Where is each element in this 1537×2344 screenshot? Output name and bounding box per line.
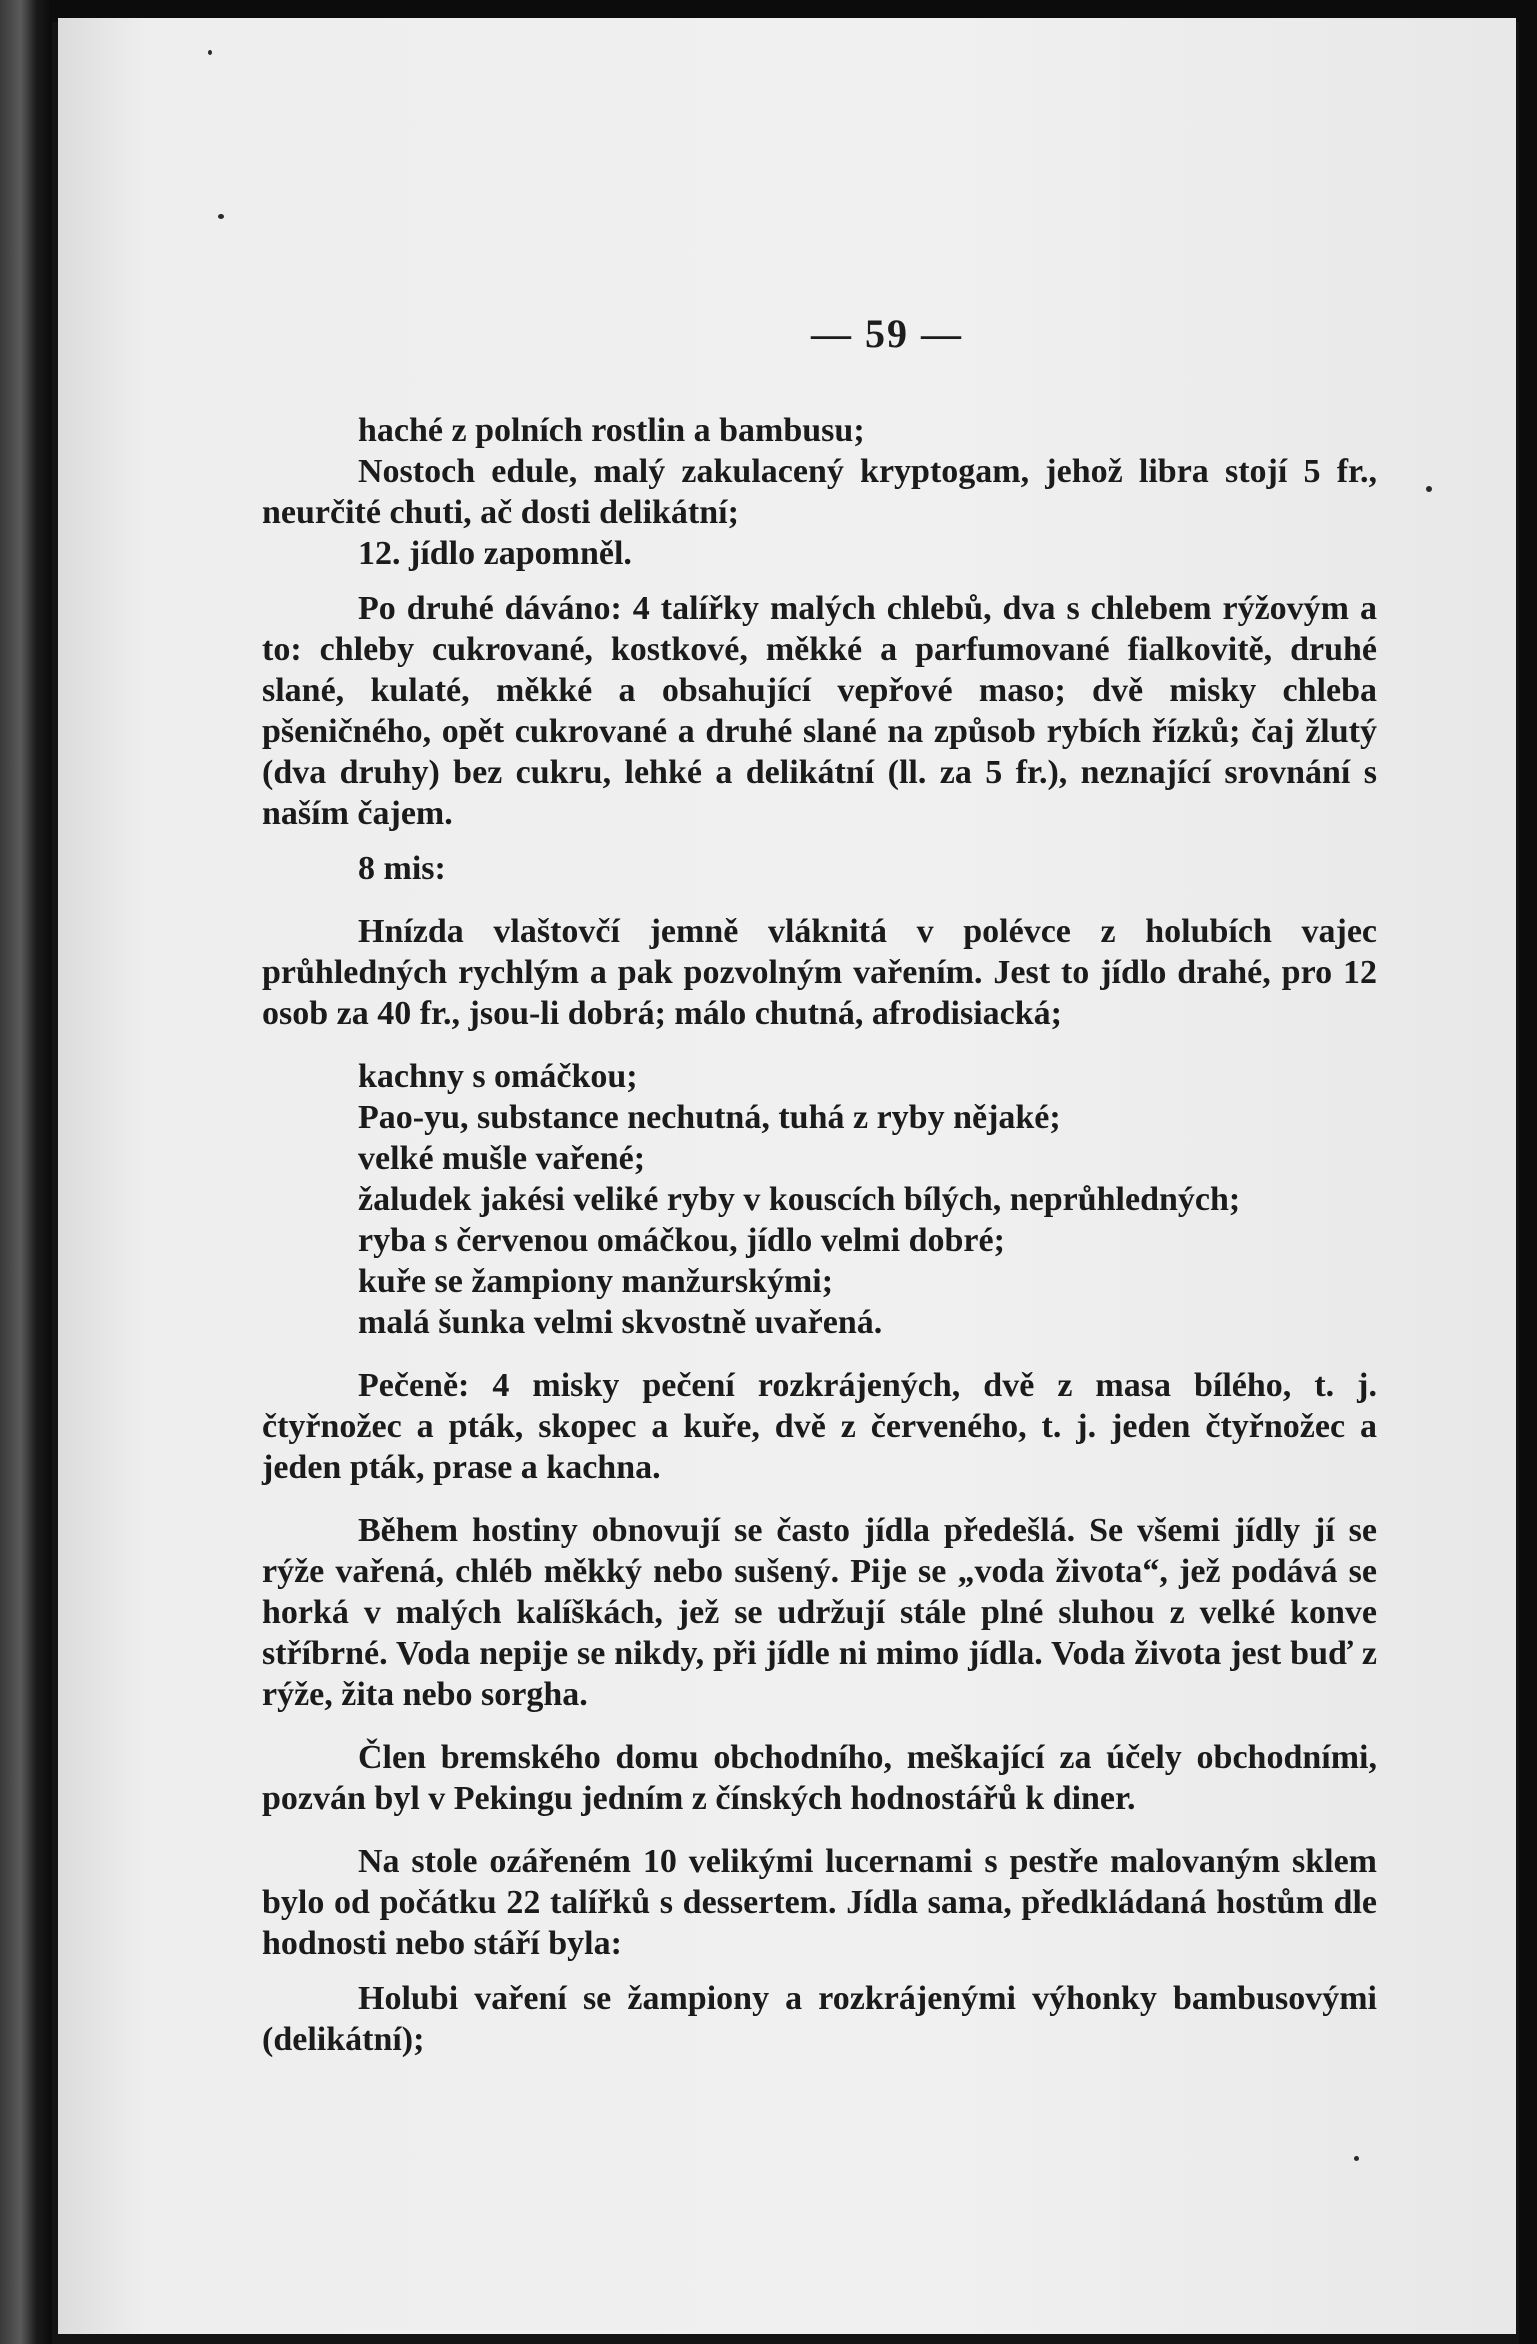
paragraph: Pečeně: 4 misky pečení rozkrájených, dvě z masa bílého, t. j. čtyřnožec a pták, skopec a kuře, dvě z červeného, t. j. jeden čtyřnožec a jeden pták, prase a kachna. (262, 1367, 1377, 1486)
paragraph: haché z polních rostlin a bambusu; (358, 412, 865, 449)
paragraph: malá šunka velmi skvostně uvařená. (358, 1304, 883, 1341)
paragraph: kuře se žampiony manžurskými; (358, 1263, 834, 1300)
paragraph: Hnízda vlaštovčí jemně vláknitá v polévce z holubích vajec průhledných rychlým a pak pozvolným vařením. Jest to jídlo drahé, pro 12 osob za 40 fr., jsou-li dobrá; málo chutná, afrodisiacká; (262, 913, 1377, 1032)
paragraph: kachny s omáčkou; (358, 1058, 638, 1095)
ink-speck (218, 214, 224, 219)
paper-sheet (58, 18, 1516, 2334)
body-text (262, 410, 1377, 2060)
paragraph: žaludek jakési veliké ryby v kouscích bílých, neprůhledných; (358, 1181, 1241, 1218)
paragraph: 8 mis: (358, 850, 446, 887)
paragraph: Člen bremského domu obchodního, meškající za účely obchodními, pozván byl v Pekingu jedním z čínských hodnostářů k diner. (262, 1739, 1377, 1817)
paragraph: Po druhé dáváno: 4 talířky malých chlebů, dva s chlebem rýžovým a to: chleby cukrované, kostkové, měkké a parfumované fialkovitě, druhé slané, kulaté, měkké a obsahující vepřové maso; dvě misky chleba pšeničného, opět cukrované a druhé slané na způsob rybích řízků; čaj žlutý (dva druhy) bez cukru, lehké a delikátní (ll. za 5 fr.), neznající srovnání s naším čajem. (262, 590, 1377, 832)
ink-speck (208, 50, 212, 55)
paragraph: velké mušle vařené; (358, 1140, 646, 1177)
paragraph: Pao-yu, substance nechutná, tuhá z ryby nějaké; (358, 1099, 1061, 1136)
ink-speck (1426, 486, 1432, 492)
page-number: — 59 — (811, 311, 963, 356)
paragraph: Během hostiny obnovují se často jídla předešlá. Se všemi jídly jí se rýže vařená, chléb měkký nebo sušený. Pije se „voda života“, jež podává se horká v malých kalíškách, jež se udržují stále plné sluhou z velké konve stříbrné. Voda nepije se nikdy, při jídle ni mimo jídla. Voda života jest buď z rýže, žita nebo sorgha. (262, 1512, 1377, 1713)
paragraph: Nostoch edule, malý zakulacený kryptogam, jehož libra stojí 5 fr., neurčité chuti, ač dosti delikátní; (262, 453, 1377, 531)
paragraph: Na stole ozářeném 10 velikými lucernami s pestře malovaným sklem bylo od počátku 22 talířků s dessertem. Jídla sama, předkládaná hostům dle hodnosti nebo stáří byla: (262, 1843, 1377, 1962)
paragraph: ryba s červenou omáčkou, jídlo velmi dobré; (358, 1222, 1005, 1259)
paragraph: 12. jídlo zapomněl. (358, 535, 632, 572)
scan-border-right (1519, 0, 1537, 2344)
paragraph: Holubi vaření se žampiony a rozkrájenými výhonky bambusovými (delikátní); (262, 1980, 1377, 2058)
ink-speck (1354, 2156, 1359, 2161)
book-spine-edge (0, 0, 52, 2344)
